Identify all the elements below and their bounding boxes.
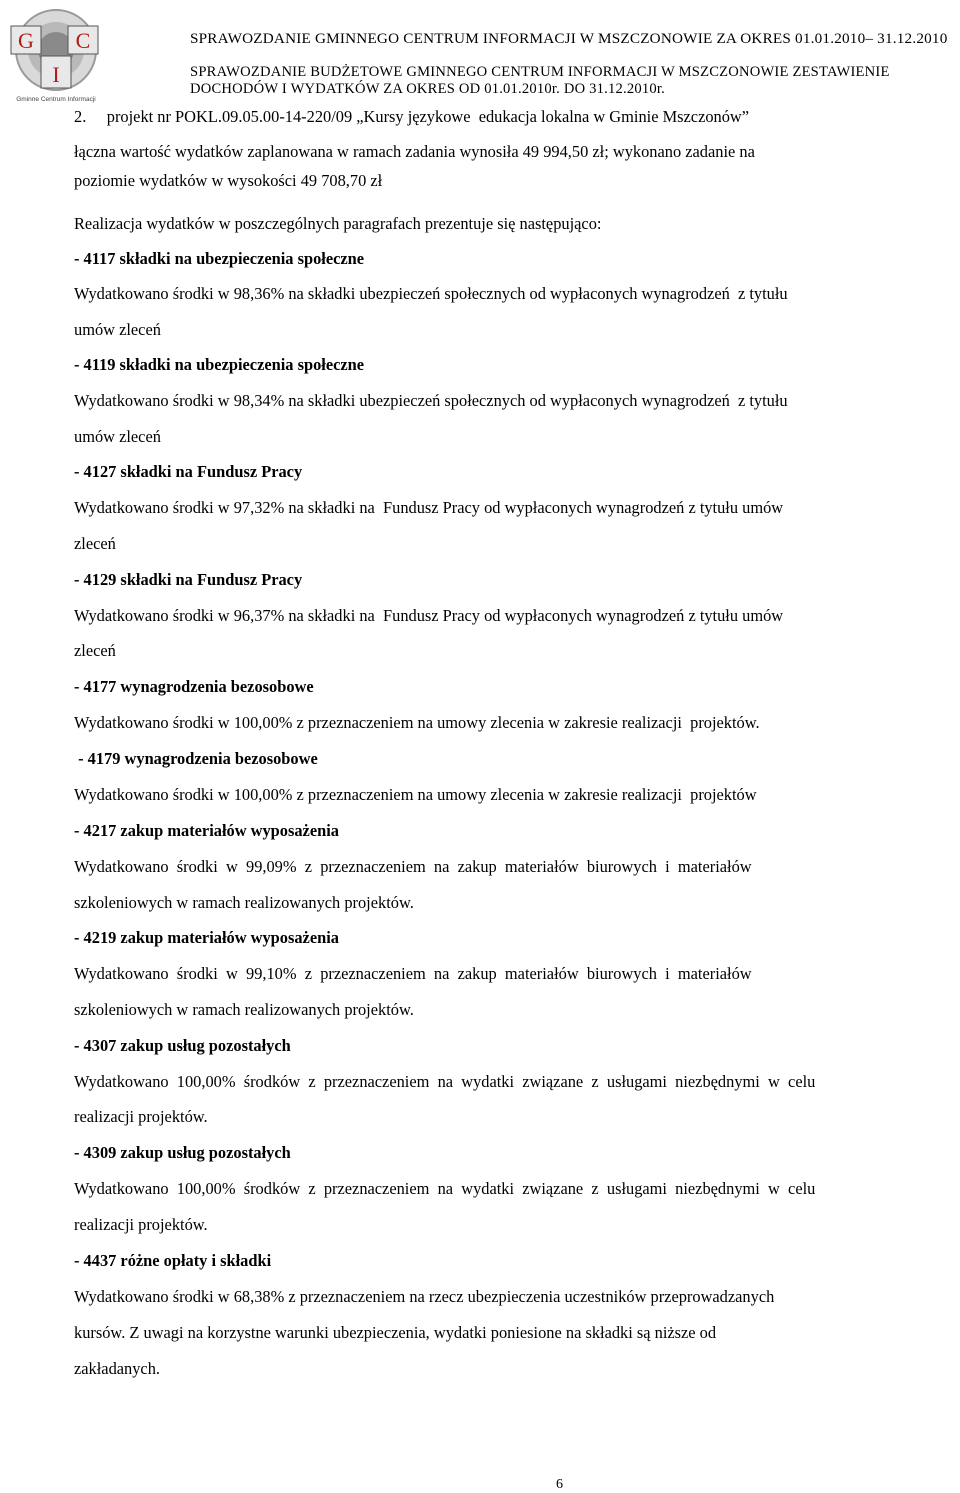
item-heading-4119: - 4119 składki na ubezpieczenia społeczne [74,355,365,374]
item-heading-4307: - 4307 zakup usług pozostałych [74,1036,291,1055]
header-title-line1: SPRAWOZDANIE GMINNEGO CENTRUM INFORMACJI W MSZCZONOWIE ZA OKRES 01.01.2010– 31.12.2010 [190,30,948,47]
item-heading-4117: - 4117 składki na ubezpieczenia społeczne [74,249,365,268]
item-text-4127-cont: zleceń [74,534,116,553]
item-text-4219: Wydatkowano środki w 99,10% z przeznaczeniem na zakup materiałów biurowych i materiałów [74,964,752,983]
item-text-4437-cont: kursów. Z uwagi na korzystne warunki ubezpieczenia, wydatki poniesione na składki są niższe od [74,1323,717,1342]
header-title-line3: DOCHODÓW I WYDATKÓW ZA OKRES OD 01.01.2010r. DO 31.12.2010r. [190,81,665,97]
item-text-4217: Wydatkowano środki w 99,09% z przeznaczeniem na zakup materiałów biurowych i materiałów [74,857,752,876]
item-heading-4309: - 4309 zakup usług pozostałych [74,1143,291,1162]
page-number: 6 [556,1477,563,1492]
item-text-4307-cont: realizacji projektów. [74,1107,208,1126]
item-text-4217-cont: szkoleniowych w ramach realizowanych projektów. [74,893,414,912]
item-heading-4177: - 4177 wynagrodzenia bezosobowe [74,677,314,696]
item-text-4437-cont2: zakładanych. [74,1359,161,1378]
item-heading-4179: - 4179 wynagrodzenia bezosobowe [74,749,318,768]
logo-caption: Gminne Centrum Informacji [16,96,96,103]
project-total-line: łączna wartość wydatków zaplanowana w ramach zadania wynosiła 49 994,50 zł; wykonano zadanie na [74,142,755,161]
item-heading-4219: - 4219 zakup materiałów wyposażenia [74,928,339,947]
item-heading-4127: - 4127 składki na Fundusz Pracy [74,462,303,481]
logo-letter-i: I [52,62,60,87]
item-text-4127: Wydatkowano środki w 97,32% na składki na Fundusz Pracy od wypłaconych wynagrodzeń z tytułu umów [74,498,784,517]
header-title-line2: SPRAWOZDANIE BUDŻETOWE GMINNEGO CENTRUM INFORMACJI W MSZCZONOWIE ZESTAWIENIE [190,64,890,80]
item-text-4177: Wydatkowano środki w 100,00% z przeznaczeniem na umowy zlecenia w zakresie realizacji projektów. [74,713,760,732]
item-text-4307: Wydatkowano 100,00% środków z przeznaczeniem na wydatki związane z usługami niezbędnymi w celu [74,1072,816,1091]
item-text-4129: Wydatkowano środki w 96,37% na składki na Fundusz Pracy od wypłaconych wynagrodzeń z tytułu umów [74,606,784,625]
logo-letter-c: C [75,28,91,53]
gci-logo [4,4,108,104]
project-execution-line: poziomie wydatków w wysokości 49 708,70 zł [74,171,383,190]
project-number-line: 2. projekt nr POKL.09.05.00-14-220/09 „Kursy językowe edukacja lokalna w Gminie Mszczonów” [74,107,758,126]
item-text-4437: Wydatkowano środki w 68,38% z przeznaczeniem na rzecz ubezpieczenia uczestników przeprowadzanych [74,1287,775,1306]
item-heading-4437: - 4437 różne opłaty i składki [74,1251,272,1270]
item-text-4179: Wydatkowano środki w 100,00% z przeznaczeniem na umowy zlecenia w zakresie realizacji projektów [74,785,757,804]
item-text-4119-cont: umów zleceń [74,427,161,446]
item-heading-4217: - 4217 zakup materiałów wyposażenia [74,821,339,840]
item-text-4119: Wydatkowano środki w 98,34% na składki ubezpieczeń społecznych od wypłaconych wynagrodzeń z tytułu [74,391,788,410]
item-text-4117-cont: umów zleceń [74,320,161,339]
logo-letter-g: G [18,28,34,53]
item-text-4309: Wydatkowano 100,00% środków z przeznaczeniem na wydatki związane z usługami niezbędnymi w celu [74,1179,816,1198]
item-text-4219-cont: szkoleniowych w ramach realizowanych projektów. [74,1000,414,1019]
project-intro-line: Realizacja wydatków w poszczególnych paragrafach prezentuje się następująco: [74,214,602,233]
item-heading-4129: - 4129 składki na Fundusz Pracy [74,570,303,589]
item-text-4309-cont: realizacji projektów. [74,1215,208,1234]
item-text-4129-cont: zleceń [74,641,116,660]
item-text-4117: Wydatkowano środki w 98,36% na składki ubezpieczeń społecznych od wypłaconych wynagrodzeń z tytułu [74,284,788,303]
